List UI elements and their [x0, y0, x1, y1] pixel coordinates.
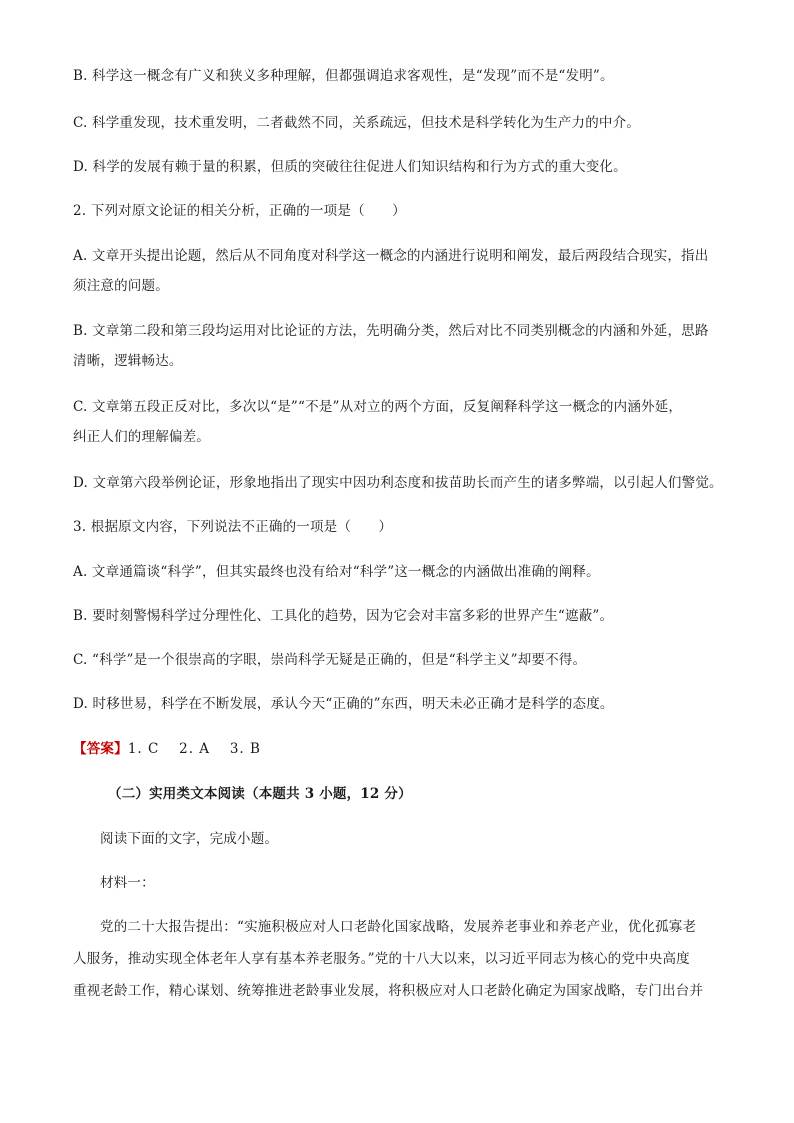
option-q2-a-line2: 须注意的问题。 [73, 278, 169, 294]
question-2-stem: 2. 下列对原文论证的相关分析，正确的一项是（ ） [73, 203, 406, 219]
option-q3-b: B. 要时刻警惕科学过分理性化、工具化的趋势，因为它会对丰富多彩的世界产生“遮蔽”。 [73, 608, 614, 624]
answer-tag: 【答案】 [73, 741, 128, 757]
option-q1-b: B. 科学这一概念有广义和狭义多种理解，但都强调追求客观性，是“发现”而不是“发明”。 [73, 68, 614, 84]
answer-values: 1. C 2. A 3. B [127, 741, 261, 757]
material-paragraph-line3: 重视老龄工作，精心谋划、统筹推进老龄事业发展，将积极应对人口老龄化确定为国家战略，专门出台并 [73, 983, 704, 999]
material-paragraph-line1: 党的二十大报告提出：“实施积极应对人口老龄化国家战略，发展养老事业和养老产业，优化孤寡老 [100, 919, 697, 935]
option-q2-b-line1: B. 文章第二段和第三段均运用对比论证的方法，先明确分类，然后对比不同类别概念的内涵和外延，思路 [73, 323, 709, 339]
option-q2-a-line1: A. 文章开头提出论题，然后从不同角度对科学这一概念的内涵进行说明和阐发，最后两段结合现实，指出 [73, 248, 709, 264]
section-instruction: 阅读下面的文字，完成小题。 [100, 831, 279, 847]
question-3-stem: 3. 根据原文内容，下列说法不正确的一项是（ ） [73, 519, 393, 535]
section-title: （二）实用类文本阅读（本题共 3 小题，12 分） [108, 786, 412, 802]
option-q1-c: C. 科学重发现，技术重发明，二者截然不同，关系疏远，但技术是科学转化为生产力的中介。 [73, 115, 641, 131]
option-q3-a: A. 文章通篇谈“科学”，但其实最终也没有给对“科学”这一概念的内涵做出准确的阐释。 [73, 564, 600, 580]
option-q2-c-line1: C. 文章第五段正反对比，多次以“是”“不是”从对立的两个方面，反复阐释科学这一概念的内涵外延， [73, 399, 683, 415]
option-q2-d: D. 文章第六段举例论证，形象地指出了现实中因功利态度和拔苗助长而产生的诸多弊端，以引起人们警觉。 [73, 475, 723, 491]
option-q3-d: D. 时移世易，科学在不断发展，承认今天“正确的”东西，明天未必正确才是科学的态度。 [73, 696, 614, 712]
answer-line [73, 739, 261, 759]
option-q1-d: D. 科学的发展有赖于量的积累，但质的突破往往促进人们知识结构和行为方式的重大变化。 [73, 159, 627, 175]
material-paragraph-line2: 人服务，推动实现全体老年人享有基本养老服务。”党的十八大以来，以习近平同志为核心的党中央高度 [73, 951, 690, 967]
material-label: 材料一： [100, 875, 155, 891]
option-q2-c-line2: 纠正人们的理解偏差。 [73, 429, 210, 445]
option-q2-b-line2: 清晰，逻辑畅达。 [73, 353, 183, 369]
option-q3-c: C. “科学”是一个很崇高的字眼，崇尚科学无疑是正确的，但是“科学主义”却要不得。 [73, 652, 587, 668]
